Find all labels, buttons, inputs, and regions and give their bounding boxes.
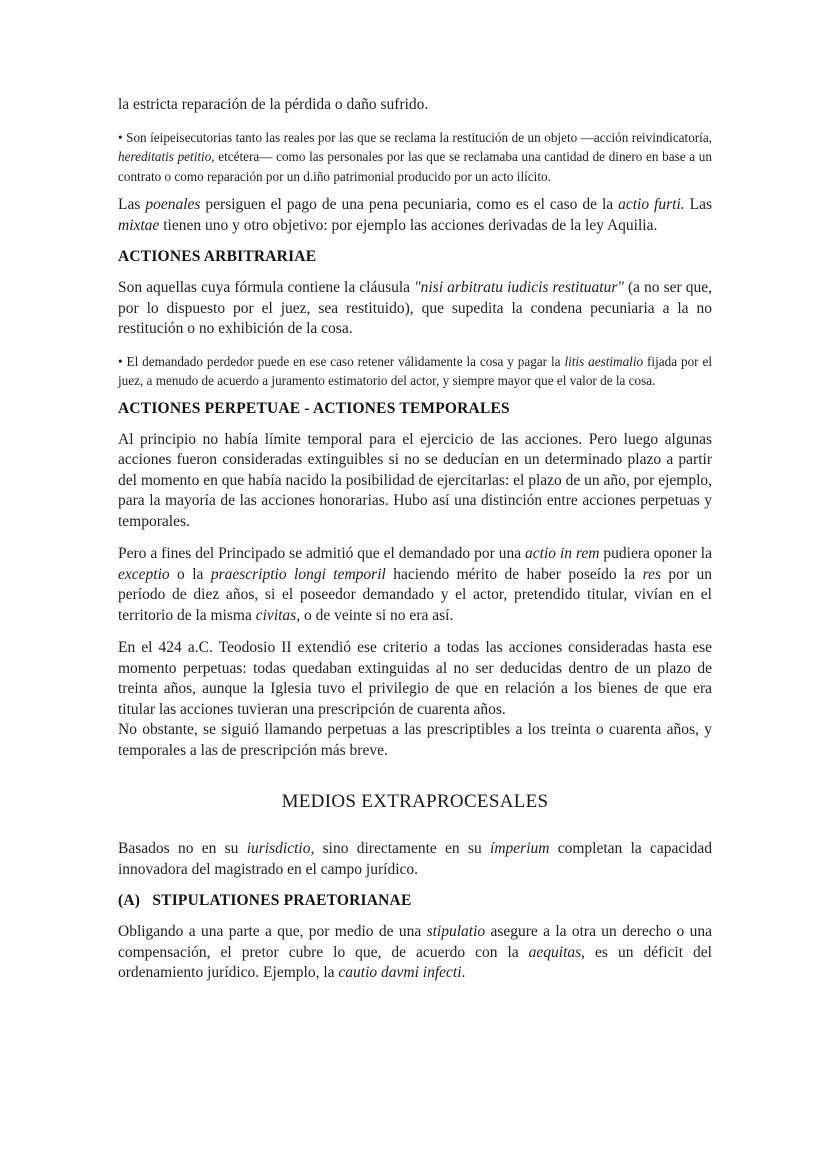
- text-run: MEDIOS EXTRAPROCESALES: [281, 791, 549, 812]
- italic-text-run: actio in rem: [525, 545, 600, 562]
- text-run: persiguen el pago de una pena pecuniaria, como es el caso de la: [200, 196, 619, 213]
- paragraph-basados: [118, 839, 712, 880]
- text-run: ACTIONES ARBITRARIAE: [118, 248, 317, 265]
- italic-text-run: ímperium: [490, 840, 550, 857]
- italic-text-run: stipulatio: [426, 923, 486, 940]
- italic-text-run: mixtae: [118, 216, 160, 234]
- text-run: sino directamente en su: [314, 840, 491, 857]
- paragraph-limite-temporal: [118, 430, 712, 533]
- italic-text-run: exceptio: [118, 565, 170, 583]
- paragraph-no-obstante: [118, 720, 712, 761]
- heading-stipulationes-praetorianae: [118, 892, 712, 910]
- intro-line: [118, 95, 712, 116]
- paragraph-obligando: [118, 922, 712, 984]
- text-run: es un déficit del ordenamiento jurídico. Ejemplo, la: [118, 943, 712, 981]
- text-run: No obstante, se siguió llamando perpetuas a las prescriptibles a los treinta o cuarenta años, y temporales a las de prescripción más breve.: [118, 721, 712, 759]
- italic-text-run: hereditatis petitio,: [118, 149, 215, 164]
- note-litis-aestimatio: [118, 352, 712, 391]
- heading-medios-extraprocesales: [118, 791, 712, 813]
- text-run: • Son íeipeisecutorias tanto las reales por las que se reclama la restitución de un objeto —acción reivindicatoría,: [118, 129, 712, 145]
- italic-text-run: res: [642, 565, 661, 583]
- text-run: (a no ser que, por lo dispuesto por el juez, sea restituido), que supedita la condena pecuniaria a la no restitución o no exhibición de la cosa.: [118, 279, 712, 337]
- text-run: Basados no en su: [118, 840, 247, 857]
- text-run: la estricta reparación de la pérdida o daño sufrido.: [118, 96, 429, 113]
- text-run: Al principio no había límite temporal para el ejercicio de las acciones. Pero luego algunas acciones fueron consideradas extinguibles si no se deducían en un determinado plazo a partir del momento en que había nacido la posibilidad de ejercitarlas: el plazo de un año, por ejemplo, para la mayoría de las acciones honorarias. Hubo así una distinción entre acciones perpetuas y temporales.: [118, 430, 712, 530]
- text-run: pudiera oponer la: [599, 545, 712, 562]
- paragraph-principado: [118, 544, 712, 626]
- text-run: • El demandado perdedor puede en ese caso retener válidamente la cosa y pagar la: [118, 353, 565, 369]
- text-run: .: [461, 964, 466, 981]
- note-reipersecutorias: [118, 128, 712, 187]
- text-run: Obligando a una parte a que, por medio de una: [118, 923, 427, 940]
- paragraph-poenales-mixtae: [118, 195, 712, 236]
- text-run: por un período de diez años, si el poseedor demandado y el actor, pretendido titular, vivían en el territorio de la misma: [118, 565, 712, 624]
- text-run: o de veinte si no era así.: [300, 606, 454, 624]
- paragraph-arbitrariae-def: [118, 278, 712, 340]
- heading-actiones-arbitrariae: [118, 248, 712, 266]
- text-run: etcétera— como las personales por las que se reclamaba una cantidad de dinero en base a un contrato o como reparación por un d.iño patrimonial producido por un acto ilícito.: [118, 149, 712, 184]
- text-run: completan la capacidad innovadora del magistrado en el campo jurídico.: [118, 840, 712, 878]
- text-run: fijada por el juez, a menudo de acuerdo a juramento estimatorio del actor, y siempre mayor que el valor de la cosa.: [118, 353, 712, 388]
- text-run: Pero a fines del Principado se admitió que el demandado por una: [118, 545, 526, 562]
- italic-text-run: cautio davmi infecti: [338, 964, 462, 981]
- italic-text-run: actio furti.: [618, 196, 685, 213]
- italic-text-run: litis aestimalio: [564, 353, 644, 369]
- text-run: Son aquellas cuya fórmula contiene la cláusula: [118, 279, 415, 296]
- text-run: o la: [169, 565, 211, 583]
- heading-actiones-perpetuae-temporales: [118, 400, 712, 418]
- text-run: En el 424 a.C. Teodosio II extendió ese criterio a todas las acciones consideradas hasta ese momento perpetuas: todas quedaban extinguidas al no ser deducidas dentro de un plazo de treinta años, aunque la Iglesia tuvo el privilegio de que en relación a los bienes de que era titular las acciones tuvieran una prescripción de cuarenta años.: [118, 639, 712, 718]
- text-run: tienen uno y otro objetivo: por ejemplo las acciones derivadas de la ley Aquilia.: [159, 216, 658, 234]
- italic-text-run: "nisi arbitratu iudicis restituatur": [414, 279, 624, 296]
- italic-text-run: praescriptio longi temporil: [210, 565, 386, 583]
- text-run: ACTIONES PERPETUAE - ACTIONES TEMPORALES: [118, 399, 510, 417]
- document-content: [118, 95, 712, 984]
- text-run: Las: [684, 196, 712, 213]
- text-run: asegure a la otra un derecho o una compensación, el pretor cubre lo que, de acuerdo con la: [118, 923, 712, 961]
- text-run: Las: [118, 196, 146, 213]
- italic-text-run: aequitas,: [528, 943, 586, 961]
- italic-text-run: iurisdictio,: [246, 840, 315, 857]
- text-run: haciendo mérito de haber poseído la: [385, 565, 643, 583]
- paragraph-teodosio: [118, 638, 712, 720]
- italic-text-run: poenales: [145, 196, 201, 213]
- italic-text-run: civitas,: [255, 606, 301, 624]
- text-run: (A) STIPULATIONES PRAETORIANAE: [118, 892, 412, 909]
